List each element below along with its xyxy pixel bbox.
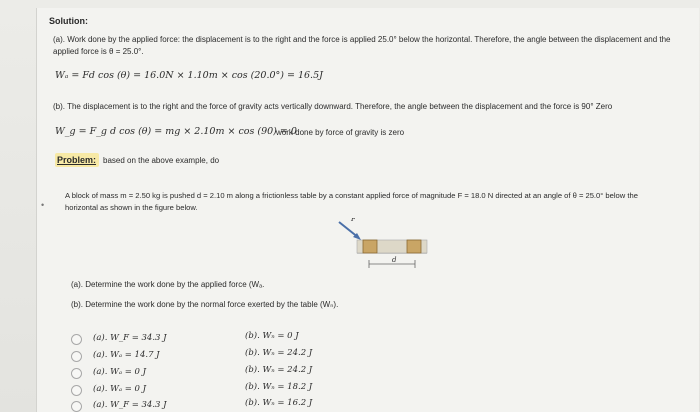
option-1-right: (b). Wₙ = 0 J: [245, 331, 299, 341]
option-3-left: (a). Wₐ = 0 J: [93, 367, 147, 377]
block-start: [363, 240, 377, 253]
option-5-right: (b). Wₙ = 16.2 J: [245, 398, 313, 408]
problem-label: Problem:: [57, 155, 97, 165]
option-1-left: (a). W_F = 34.3 J: [93, 333, 167, 343]
problem-text-line1: A block of mass m = 2.50 kg is pushed d = 2.10 m along a frictionless table by a constant applied force of magnitude F = 18.0 N directed at an angle of θ = 25.0° below the: [65, 191, 638, 200]
option-4-left: (a). Wₐ = 0 J: [93, 384, 147, 394]
option-1-radio[interactable]: [71, 334, 82, 345]
problem-intro: based on the above example, do: [103, 156, 220, 165]
question-a: (a). Determine the work done by the applied force (Wₐ.: [71, 280, 265, 289]
option-3-radio[interactable]: [71, 368, 82, 379]
option-4-right: (b). Wₙ = 18.2 J: [245, 382, 313, 392]
block-diagram: [337, 218, 447, 273]
bullet-dot: •: [41, 200, 45, 210]
distance-label: d: [392, 256, 397, 264]
part-b-note: work done by force of gravity is zero: [276, 128, 405, 137]
question-card: [36, 8, 699, 412]
option-4-radio[interactable]: [71, 385, 82, 396]
part-b-text: (b). The displacement is to the right and the force of gravity acts vertically downward. Therefore, the angle between the displacement and the force is 90° Zero: [53, 102, 613, 111]
option-2-left: (a). Wₐ = 14.7 J: [93, 350, 160, 360]
part-a-text-line2: applied force is θ = 25.0°.: [53, 47, 144, 56]
option-3-right: (b). Wₙ = 24.2 J: [245, 365, 313, 375]
option-5-radio[interactable]: [71, 401, 82, 412]
question-b: (b). Determine the work done by the normal force exerted by the table (Wₙ).: [71, 300, 339, 309]
force-label: F: [351, 218, 356, 223]
solution-label: Solution:: [49, 16, 88, 26]
block-diagram-svg: [337, 218, 447, 273]
part-a-equation: Wₐ = Fd cos (θ) = 16.0N × 1.10m × cos (20.0°) = 16.5J: [55, 70, 323, 81]
option-2-radio[interactable]: [71, 351, 82, 362]
block-end: [407, 240, 421, 253]
option-5-left: (a). W_F = 34.3 J: [93, 400, 167, 410]
part-b-equation: W_g = F_g d cos (θ) = mg × 2.10m × cos (90) = 0: [55, 126, 297, 137]
part-a-text-line1: (a). Work done by the applied force: the displacement is to the right and the force is applied 25.0° below the horizontal. Therefore, the angle between the displacement and the: [53, 35, 671, 44]
option-2-right: (b). Wₙ = 24.2 J: [245, 348, 313, 358]
problem-text-line2: horizontal as shown in the figure below.: [65, 203, 198, 212]
